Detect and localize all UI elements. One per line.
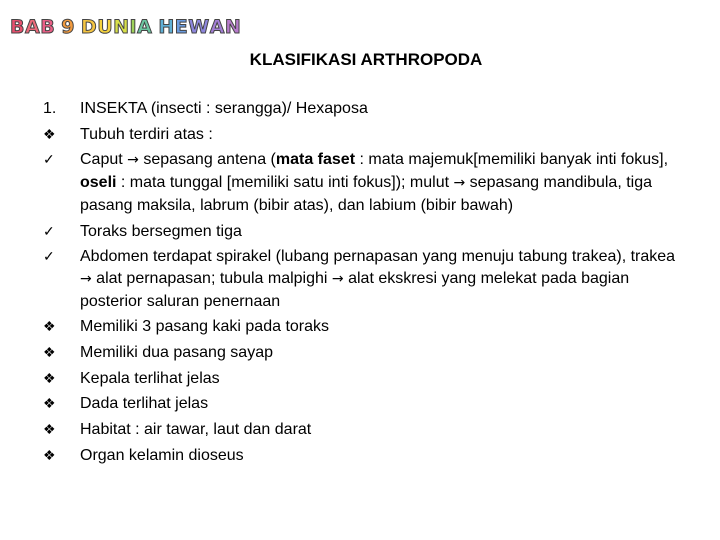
chapter-letter: 9 (61, 16, 75, 38)
diamond-bullet-icon: ❖ (43, 344, 56, 361)
text-segment: : mata tunggal [memiliki satu inti fokus]); mulut (116, 174, 454, 192)
text-segment: Dada terlihat jelas (80, 395, 209, 413)
slide-title: KLASIFIKASI ARTHROPODA (249, 50, 483, 69)
arrow-right-icon: → (127, 152, 139, 169)
text-segment: alat pernapasan; tubula malpighi (91, 269, 332, 287)
list-item (43, 149, 683, 216)
list-item (43, 419, 683, 441)
diamond-bullet-icon: ❖ (43, 318, 56, 335)
text-segment: Abdomen terdapat spirakel (lubang pernapasan yang menuju tabung trakea), trakea (80, 248, 676, 266)
list-item (43, 445, 683, 467)
text-segment: Organ kelamin dioseus (80, 446, 244, 464)
text-segment: Memiliki dua pasang sayap (80, 344, 273, 362)
text-segment: sepasang antena ( (138, 151, 276, 169)
chapter-letter: H (158, 16, 175, 38)
text-segment: Toraks bersegmen tiga (80, 222, 242, 240)
item-text (80, 342, 683, 364)
bold-term: oseli (80, 174, 117, 192)
text-segment: : mata majemuk[memiliki banyak inti fokus], (355, 151, 669, 169)
item-text (80, 246, 683, 312)
arrow-right-icon: → (331, 270, 344, 287)
chapter-word (158, 14, 241, 40)
list-item (43, 246, 683, 312)
item-text (80, 368, 683, 390)
list-item (43, 98, 683, 120)
item-text (80, 124, 683, 146)
arrow-right-icon: → (80, 270, 92, 287)
item-text (80, 419, 683, 441)
text-segment: Habitat : air tawar, laut dan darat (80, 421, 312, 439)
chapter-letter: A (137, 16, 153, 38)
list-item (43, 221, 683, 243)
arrow-right-icon: → (453, 175, 466, 192)
content-list (43, 98, 683, 471)
text-segment: Kepala terlihat jelas (80, 369, 220, 387)
text-segment: sepasang mandibula, tiga pasang maksila, labrum (bibir atas), dan labium (bibir bawah) (80, 174, 653, 214)
chapter-letter: A (24, 16, 41, 38)
chapter-heading (10, 14, 241, 40)
diamond-bullet-icon: ❖ (43, 369, 56, 386)
diamond-bullet-icon: ❖ (43, 446, 56, 463)
list-item (43, 316, 683, 338)
chapter-letter: A (209, 16, 225, 38)
diamond-bullet-icon: ❖ (43, 395, 56, 412)
list-item (43, 393, 683, 415)
item-text (80, 445, 683, 467)
text-segment: Caput (80, 151, 128, 169)
text-segment: INSEKTA (insecti : serangga)/ Hexaposa (80, 100, 368, 117)
item-text (80, 316, 683, 338)
chapter-letter: I (129, 16, 138, 38)
list-item (43, 368, 683, 390)
diamond-bullet-icon: ❖ (43, 125, 56, 142)
item-text (80, 221, 683, 243)
item-text (80, 98, 683, 120)
checkmark-icon: ✓ (43, 248, 55, 265)
list-item (43, 124, 683, 146)
item-text (80, 149, 683, 216)
checkmark-icon: ✓ (43, 151, 55, 168)
item-number: 1. (43, 100, 57, 117)
text-segment: Tubuh terdiri atas : (80, 125, 213, 143)
list-item (43, 342, 683, 364)
chapter-letter: B (10, 16, 25, 38)
diamond-bullet-icon: ❖ (43, 421, 56, 438)
text-segment: alat ekskresi yang melekat pada bagian posterior saluran penernaan (80, 269, 630, 310)
chapter-letter: B (40, 16, 56, 38)
chapter-letter: W (188, 16, 210, 38)
chapter-word (10, 14, 55, 40)
checkmark-icon: ✓ (43, 222, 55, 239)
chapter-word (61, 14, 75, 40)
chapter-letter: N (113, 16, 130, 38)
chapter-letter: E (174, 16, 189, 38)
bold-term: mata faset (275, 151, 356, 169)
chapter-word (81, 14, 152, 40)
chapter-letter: D (80, 16, 98, 38)
item-text (80, 393, 683, 415)
chapter-letter: U (97, 16, 114, 38)
chapter-letter: N (224, 16, 242, 38)
text-segment: Memiliki 3 pasang kaki pada toraks (80, 318, 330, 336)
